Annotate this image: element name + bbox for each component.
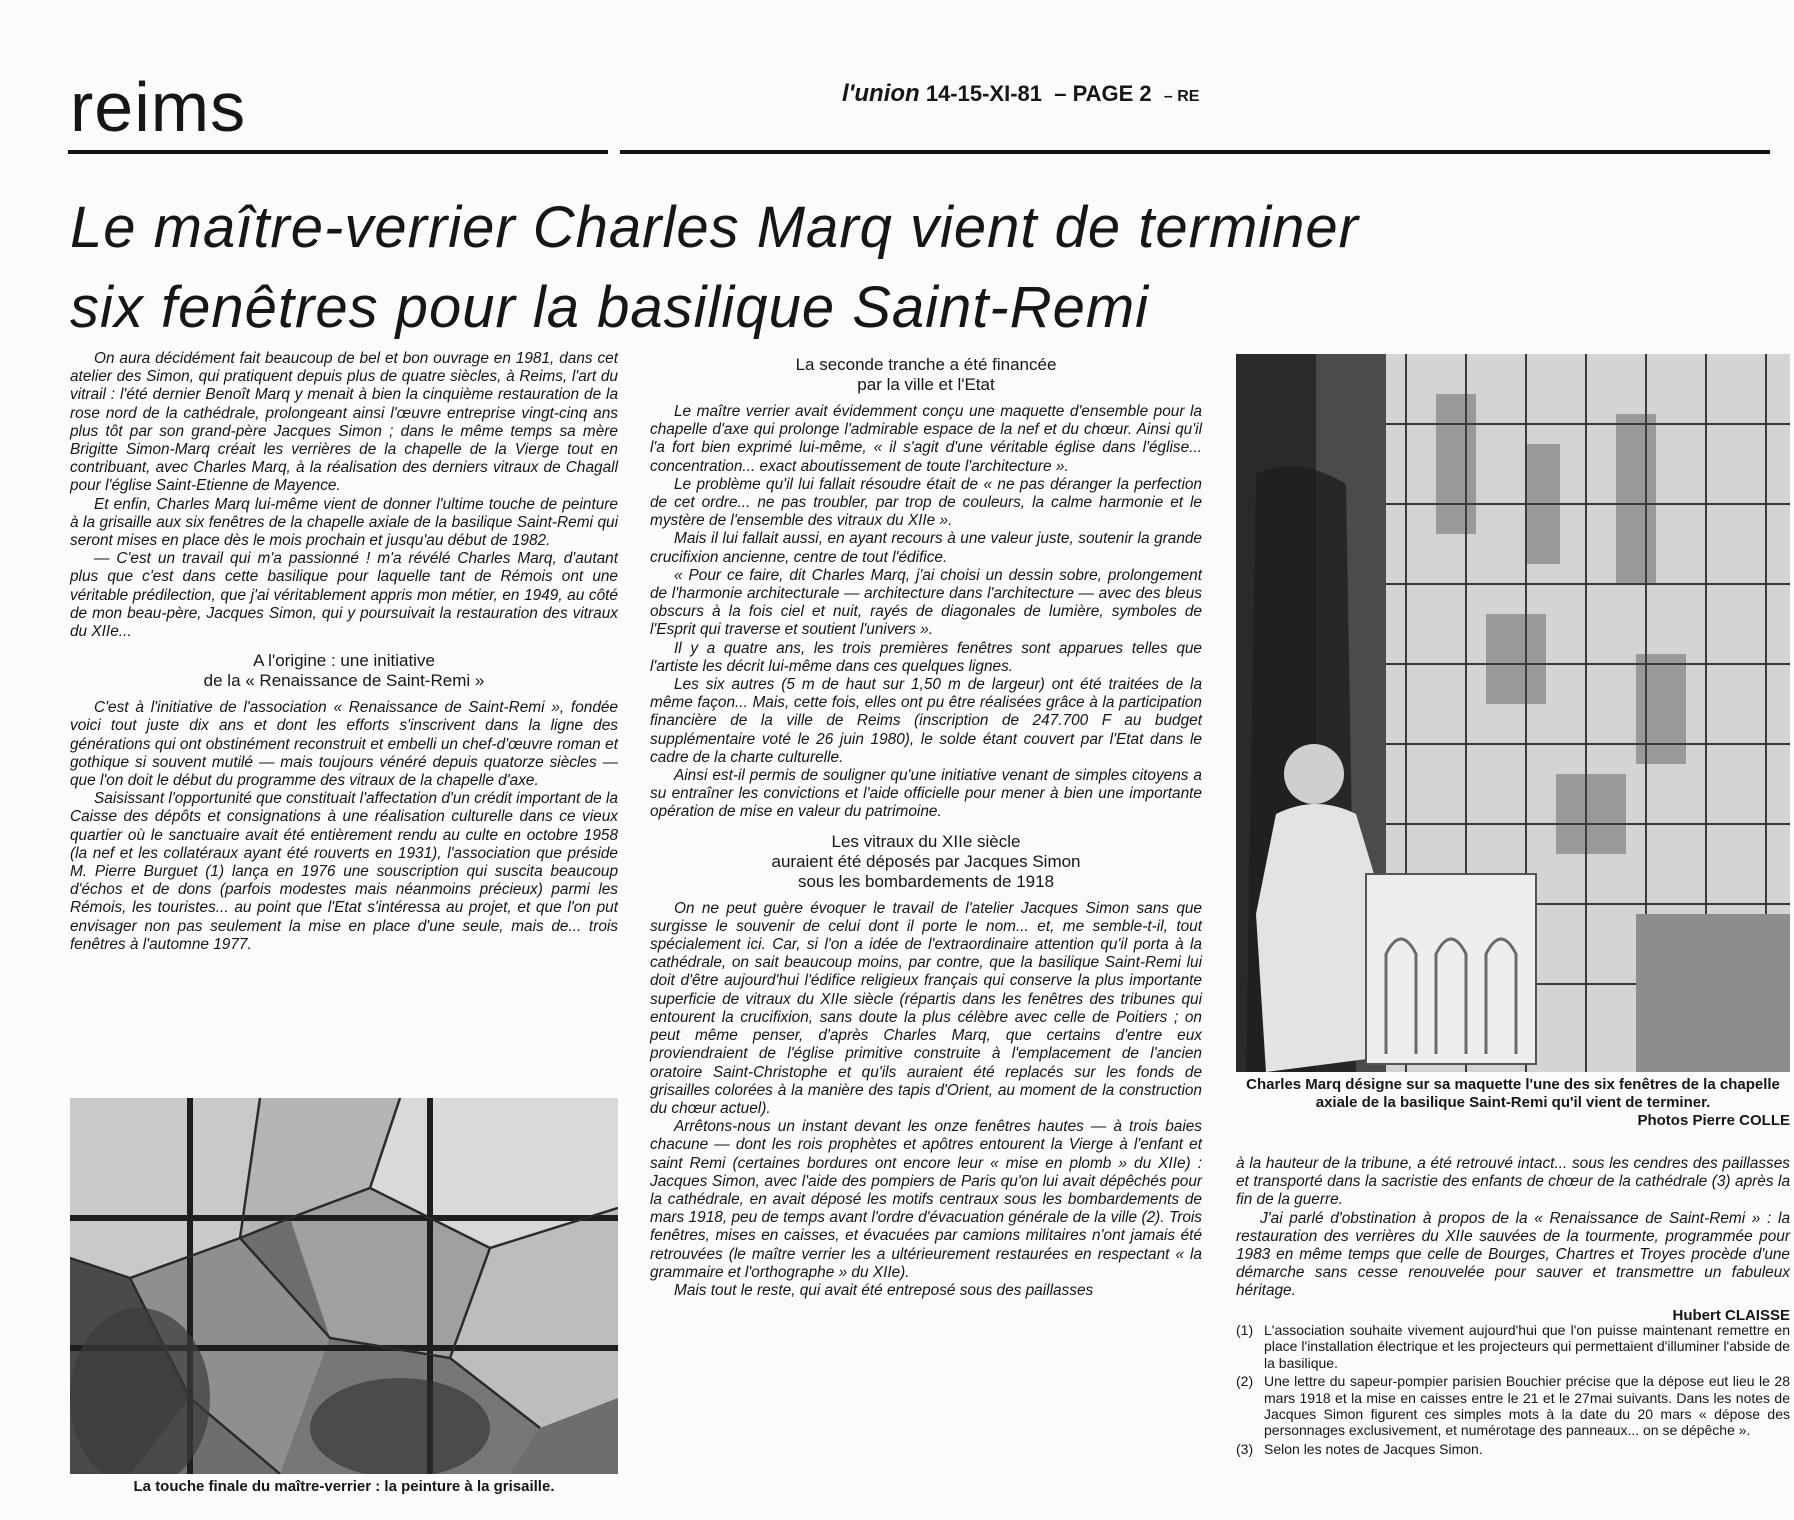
- article-column-3: [1236, 1155, 1790, 1325]
- charles-marq-photo: [1236, 354, 1790, 1072]
- headline-line-2: six fenêtres pour la basilique Saint-Remi: [70, 275, 1150, 340]
- stained-glass-image: [70, 1098, 618, 1474]
- paragraph: Saisissant l'opportunité que constituait l'affectation d'un crédit important de la Caisse des dépôts et consignations à une réalisation culturelle dans ce vieux quartier où le sanctuaire avait été entièrement rendu au culte en octobre 1958 (la nef et les collatéraux ayant été rouverts en 1931), l'association que préside M. Pierre Burguet (1) lança en 1976 une souscription qui suscita beaucoup d'échos et de dons (parfois modestes mais néanmoins précieux) parmi les Rémois, les touristes... au point que l'Etat s'intéressa au projet, et que l'on put envisager non pas seulement la mise en place d'une seule, mais de... trois fenêtres à l'automne 1977.: [70, 790, 618, 953]
- photo-credit: Photos Pierre COLLE: [1637, 1112, 1790, 1129]
- paragraph: à la hauteur de la tribune, a été retrouvé intact... sous les cendres des paillasses et transporté dans la sacristie des enfants de chœur de la cathédrale (3) après la fin de la guerre.: [1236, 1155, 1790, 1209]
- author-signature: Hubert CLAISSE: [1672, 1306, 1790, 1324]
- footnote: [1236, 1322, 1790, 1371]
- footnote: [1236, 1373, 1790, 1439]
- header-rule-left: [68, 150, 608, 154]
- subheading-line: Les vitraux du XIIe siècle: [831, 831, 1021, 851]
- photo-caption-left: La touche finale du maître-verrier : la peinture à la grisaille.: [133, 1478, 555, 1495]
- subheading-line: La seconde tranche a été financée: [795, 355, 1057, 374]
- page-number: – PAGE 2: [1054, 81, 1152, 106]
- headline: [70, 188, 1770, 348]
- paragraph: Ainsi est-il permis de souligner qu'une initiative venant de simples citoyens a su entraîner les convictions et l'aide officielle pour mener à bien une importante opération de mise en valeur du patrimoine.: [650, 767, 1202, 821]
- article-column-2: [650, 355, 1202, 1515]
- paragraph: Le problème qu'il lui fallait résoudre était de « ne pas déranger la perfection de cet ordre... ne pas troubler, par trop de couleurs, la calme harmonie et le mystère de l'ensemble des vitraux du XIIe ».: [650, 475, 1202, 530]
- paragraph: Les six autres (5 m de haut sur 1,50 m de largeur) ont été traitées de la même façon... Mais, cette fois, elles ont pu être réalisées grâce à la participation financière de la ville de Reims (inscription de 247.700 F au budget supplémentaire voté le 26 juin 1980), le solde étant couvert par l'Etat dans le cadre de la charte culturelle.: [650, 676, 1202, 766]
- paragraph: On ne peut guère évoquer le travail de l'atelier Jacques Simon sans que surgisse le souvenir de celui dont il porte le nom... et, me semble-t-il, tout spécialement ici. Car, si l'on a idée de l'extraordinaire attention qu'il porta à la cathédrale, on sait beaucoup moins, par contre, que la basilique Saint-Remi lui doit d'être aujourd'hui l'édifice religieux français qui conserve la plus importante superficie de vitraux du XIIe siècle (répartis dans les fenêtres des tribunes qui entourent la crucifixion, sans doute la plus célèbre avec celle de Poitiers ; on peut même penser, d'après Charles Marq, que certains d'entre eux proviendraient de l'église primitive construite à l'emplacement de l'ancien oratoire Saint-Christophe et qu'ils auraient été replacés sur les fonds de grisailles colorées à la manière des tapis d'Orient, au moment de la construction du chœur actuel).: [650, 899, 1202, 1117]
- subheading-line: par la ville et l'Etat: [857, 375, 995, 394]
- photo-caption-right: [1236, 1076, 1790, 1130]
- subheading-line: A l'origine : une initiative: [253, 651, 435, 671]
- paragraph: J'ai parlé d'obstination à propos de la « Renaissance de Saint-Remi » : la restauration des verrières du XIIe sauvées de la tourmente, programmée pour 1983 en même temps que celle de Bourges, Chartres et Troyes procède d'une démarche sans cesse renouvelée pour sauver et transmettre un fabuleux héritage.: [1236, 1209, 1790, 1300]
- subheading-funding: [650, 355, 1202, 395]
- subheading-line: de la « Renaissance de Saint-Remi »: [203, 671, 485, 691]
- headline-line-1: Le maître-verrier Charles Marq vient de terminer: [70, 195, 1359, 260]
- footnote-number: (1): [1236, 1322, 1254, 1338]
- article-column-1: [70, 350, 618, 1095]
- subheading-line: sous les bombardements de 1918: [797, 871, 1055, 891]
- paragraph: Il y a quatre ans, les trois premières fenêtres sont apparues telles que l'artiste les décrit lui-même dans ces quelques lignes.: [650, 639, 1202, 675]
- footnote-number: (2): [1236, 1373, 1254, 1390]
- paragraph: C'est à l'initiative de l'association « Renaissance de Saint-Remi », fondée voici tout juste dix ans et dont les efforts s'inscrivent dans la ligne des générations qui ont obstinément reconstruit et embelli un chef-d'œuvre roman et gothique si souvent mutilé — mais toujours vénéré depuis quatorze siècles — que l'on doit le début du programme des vitraux de la chapelle d'axe.: [70, 699, 618, 790]
- paragraph: Et enfin, Charles Marq lui-même vient de donner l'ultime touche de peinture à la grisaille aux six fenêtres de la chapelle axiale de la basilique Saint-Remi qui seront mises en place dès le mois prochain et jusqu'au début de 1982.: [70, 495, 618, 550]
- caption-text: Charles Marq désigne sur sa maquette l'une des six fenêtres de la chapelle axiale de la basilique Saint-Remi qu'il vient de terminer.: [1246, 1076, 1780, 1111]
- maquette-image: [1236, 354, 1790, 1072]
- footnote-number: (3): [1236, 1440, 1254, 1457]
- paragraph: On aura décidément fait beaucoup de bel et bon ouvrage en 1981, dans cet atelier des Simon, qui pratiquent depuis plus de quatre siècles, à Reims, l'art du vitrail : l'été dernier Benoît Marq y menait à bien la cinquième restauration de la rose nord de la cathédrale, prolongeant ainsi l'œuvre entreprise vingt-cinq ans plus tôt par son grand-père Jacques Simon ; dans le même temps sa mère Brigitte Simon-Marq créait les verrières de la chapelle de la Vierge tout en contribuant, avec Charles Marq, à la réalisation des derniers vitraux de Chagall pour l'église Saint-Etienne de Mayence.: [70, 350, 618, 495]
- paragraph: Le maître verrier avait évidemment conçu une maquette d'ensemble pour la chapelle d'axe qui prolonge l'admirable espace de la nef et du chœur. Ainsi qu'il l'a fort bien exprimé lui-même, « il s'agit d'une véritable église dans l'église... concentration... exact aboutissement de toute l'architecture ».: [650, 403, 1202, 475]
- header-rule-right: [620, 150, 1770, 154]
- paragraph: Arrêtons-nous un instant devant les onze fenêtres hautes — à trois baies chacune — dont les rois prophètes et apôtres entourent la Vierge à l'enfant et saint Remi (certaines bordures ont encore leur « mise en plomb » du XIIe) : Jacques Simon, avec l'aide des pompiers de Paris qu'on lui avait dépêchés pour la cathédrale, en avait déposé les motifs centraux sous les bombardements de mars 1918, peu de temps avant l'ordre d'évacuation générale de la ville (2). Trois fenêtres, mises en caisses, et évacuées par camions militaires n'ont jamais été retrouvées (le maître verrier les a ultérieurement restaurées en respectant « la grammaire et l'orthographe » du XIIe).: [650, 1118, 1202, 1281]
- stained-glass-photo: [70, 1098, 618, 1474]
- subheading-origin: [70, 651, 618, 691]
- paragraph: « Pour ce faire, dit Charles Marq, j'ai choisi un dessin sobre, prolongement de l'harmonie architecturale — architecture dans l'architecture — avec des bleus obscurs à la fois ciel et nuit, rayés de diagonales de lumière, symboles de l'Esprit qui traverse et soutient l'univers ».: [650, 566, 1202, 639]
- masthead: [842, 80, 1199, 108]
- footnote-text: Selon les notes de Jacques Simon.: [1264, 1440, 1483, 1457]
- subheading-twelfth-century: [650, 832, 1202, 892]
- paragraph: Mais il lui fallait aussi, en ayant recours à une valeur juste, soutenir la grande crucifixion ancienne, centre de tout l'édifice.: [650, 530, 1202, 566]
- edition-code: – RE: [1163, 88, 1200, 105]
- paper-name: l'union: [842, 80, 920, 107]
- paragraph: Mais tout le reste, qui avait été entreposé sous des paillasses: [674, 1281, 1094, 1299]
- paragraph: — C'est un travail qui m'a passionné ! m'a révélé Charles Marq, d'autant plus que c'est dans cette basilique pour laquelle tant de Rémois ont une véritable prédilection, que j'ai véritablement appris mon métier, en 1949, au côté de mon beau-père, Jacques Simon, qui y poursuivait la restauration des vitraux du XIIe...: [70, 550, 618, 641]
- issue-date: 14-15-XI-81: [925, 81, 1042, 106]
- footnote-text: Une lettre du sapeur-pompier parisien Bouchier précise que la dépose eut lieu le 28 mars 1918 et la mise en caisses entre le 21 et le 27mai suivants. Dans les notes de Jacques Simon figurent ces simples mots à la date du 20 mars « dépose des personnages exclusivement, et numérotage des panneaux... on se dépêche ».: [1264, 1373, 1790, 1439]
- subheading-line: auraient été déposés par Jacques Simon: [771, 851, 1081, 871]
- footnotes: [1236, 1322, 1790, 1459]
- footnote-text: L'association souhaite vivement aujourd'hui que l'on puisse maintenant remettre en place l'installation électrique et les projecteurs qui permettaient d'illuminer l'abside de la basilique.: [1264, 1322, 1790, 1371]
- section-title: reims: [70, 68, 247, 146]
- footnote: [1236, 1441, 1790, 1457]
